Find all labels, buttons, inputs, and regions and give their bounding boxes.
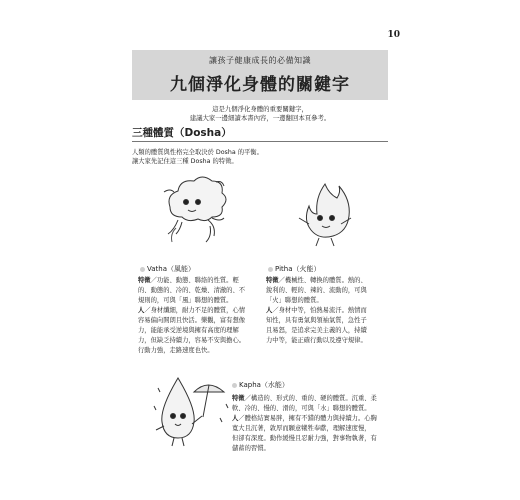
wind-character-illustration bbox=[160, 172, 230, 252]
vatha-label: Vatha（風能） bbox=[140, 264, 195, 274]
page-title: 九個淨化身體的關鍵字 bbox=[170, 75, 350, 95]
section-title: 三種體質（Dosha） bbox=[132, 127, 232, 139]
header-subtitle: 讓孩子健康成長的必備知識 bbox=[209, 56, 311, 65]
pitha-line-1: 特徵／機械性、轉換的體質。熱的、 bbox=[266, 277, 367, 284]
pitha-line-2: 銳利的、輕的、辣的、流動的，可與 bbox=[266, 287, 367, 294]
vatha-line-2: 的、動態的、冷的、乾燥、清澈的、不 bbox=[138, 287, 246, 294]
vatha-line-6: 力，能能承受逆境與擁有高度的理解 bbox=[138, 327, 239, 334]
bullet-icon bbox=[268, 267, 273, 272]
vatha-line-7: 力，但缺乏持續力，容易不安與擔心。 bbox=[138, 337, 246, 344]
pitha-line-4: 人／身材中等，怕熱易流汗。熱情而 bbox=[266, 307, 367, 314]
vatha-line-8: 行動力強，走路速度也快。 bbox=[138, 347, 214, 354]
pitha-line-6: 且易怒，是追求完美主義的人，持續 bbox=[266, 327, 367, 334]
fire-character-illustration bbox=[295, 178, 355, 248]
vatha-line-5: 容易偏向開朗且快活。樂觀，富有想像 bbox=[138, 317, 246, 324]
kapha-line-6: 儲蓄的習慣。 bbox=[232, 445, 270, 452]
vatha-line-3: 規則的，可與「風」聯想的體質。 bbox=[138, 297, 233, 304]
kapha-line-3: 人／體格結實易胖，擁有不錯的體力與持續力。心胸 bbox=[232, 415, 377, 422]
vatha-line-4: 人／身材纖細，耐力不足的體質，心情 bbox=[138, 307, 246, 314]
vatha-line-1: 特徵／功能、動態、聯絡的性質。輕 bbox=[138, 277, 239, 284]
page-number: 10 bbox=[387, 30, 400, 40]
section-body-line-1: 人類的體質與性格完全取決於 Dosha 的平衡。 bbox=[132, 149, 263, 156]
pitha-label: Pitha（火能） bbox=[268, 264, 320, 274]
kapha-line-4: 寬大且沉著，敦厚而願意犧牲奉獻，理解速度慢， bbox=[232, 425, 371, 432]
kapha-line-5: 但卻有深度。動作緩慢且忍耐力強，對事物執著，有 bbox=[232, 435, 377, 442]
kapha-line-2: 軟、冷的、慢的、滑的，可與「水」聯想的體質。 bbox=[232, 405, 371, 412]
water-drop-character-illustration bbox=[150, 368, 235, 453]
kapha-label: Kapha（水能） bbox=[232, 380, 289, 390]
kapha-line-1: 特徵／構造的、形式的、重的、硬的體質。沉重、柔 bbox=[232, 395, 377, 402]
pitha-line-3: 「火」聯想的體質。 bbox=[266, 297, 323, 304]
pitha-line-7: 力中等，能正確行動以及遵守規律。 bbox=[266, 337, 367, 344]
intro-line-1: 這是九個淨化身體的重要關鍵字， bbox=[212, 105, 308, 113]
header-banner bbox=[132, 50, 388, 100]
section-body-line-2: 讓大家先記住這三種 Dosha 的特徵。 bbox=[132, 158, 238, 165]
bullet-icon bbox=[140, 267, 145, 272]
bullet-icon bbox=[232, 383, 237, 388]
section-divider bbox=[132, 141, 388, 142]
pitha-line-5: 知性，具有勇氣與領袖氣質，急性子 bbox=[266, 317, 367, 324]
intro-line-2: 建議大家一邊細讀本書內容，一邊翻回本頁參考。 bbox=[189, 114, 331, 122]
